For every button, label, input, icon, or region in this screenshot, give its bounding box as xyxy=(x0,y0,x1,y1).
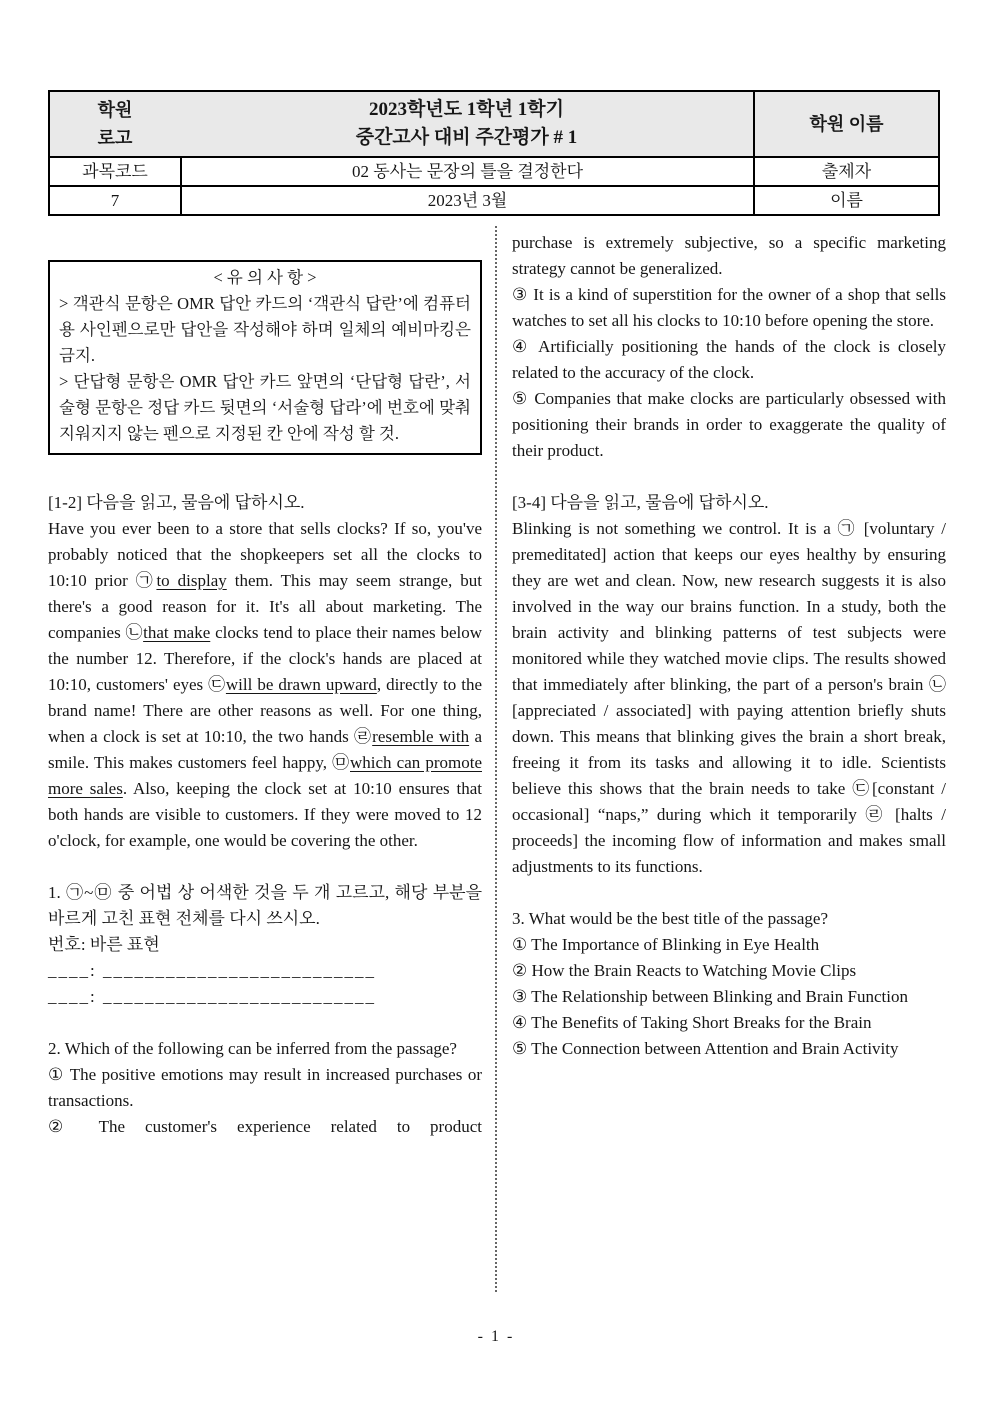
passage-2: Blinking is not something we control. It is a ㉠ [voluntary / premeditated] action that keeps our eyes healthy by ensuring they are wet and clean. Now, new research suggests it is also involved in the way our brains function. In a study, both the brain activity and blinking patterns of test subjects were monitored while they watched movie clips. The results showed that immediately after blinking, the part of a person's brain ㉡ [appreciated / associated] with paying attention briefly shuts down. This means that blinking gives the brain a short break, freeing it from its tasks and allowing it to idle. Scientists believe this shows that the brain needs to take ㉢[constant / occasional] “naps,” during which it temporarily ㉣ [halts / proceeds] the incoming flow of information and makes small adjustments to its functions. xyxy=(512,519,946,876)
exam-title-line1: 2023학년도 1학년 1학기 xyxy=(369,99,564,120)
question-1-answer-blank-1: ____: __________________________ xyxy=(48,961,376,980)
question-2-option-1: ① The positive emotions may result in increased purchases or transactions. xyxy=(48,1065,482,1110)
academy-logo-line2: 로고 xyxy=(97,128,133,148)
subject-code-value: 7 xyxy=(110,190,120,210)
underlined-segment: that make xyxy=(143,623,211,642)
academy-logo-line1: 학원 xyxy=(97,100,133,120)
text-segment: Have you ever been to a store that sells clocks? If so, you've probably noticed that the shopkeepers set all the clocks to 10:10 prior ㉠ xyxy=(48,519,482,590)
name-label-cell xyxy=(753,185,938,214)
spacer xyxy=(48,854,482,880)
question-3-option-4: ④ The Benefits of Taking Short Breaks for the Brain xyxy=(512,1013,872,1032)
academy-name-cell xyxy=(753,92,938,156)
question-2-prompt: 2. Which of the following can be inferred from the passage? xyxy=(48,1039,457,1058)
notice-box xyxy=(48,260,482,455)
text-segment: clocks tend to place their names below the number 12. Therefore, if the clock's hands are placed at 10:10, customers' eyes ㉢ xyxy=(48,623,482,694)
spacer xyxy=(512,880,946,906)
column-divider xyxy=(495,226,497,1292)
notice-title: < 유 의 사 항 > xyxy=(213,268,317,287)
passage-1 xyxy=(48,516,482,854)
section-header-1-2: [1-2] 다음을 읽고, 물음에 답하시오. xyxy=(48,493,305,512)
question-2-option-2: ② The customer's experience related to product xyxy=(48,1117,482,1136)
question-3-option-2: ② How the Brain Reacts to Watching Movie Clips xyxy=(512,961,857,980)
subject-code-label: 과목코드 xyxy=(82,161,148,181)
academy-logo-cell xyxy=(50,92,180,156)
underlined-segment: will be drawn upward xyxy=(225,675,377,694)
question-2-option-2-continuation: purchase is extremely subjective, so a specific marketing strategy cannot be generalized. xyxy=(512,233,946,278)
question-3-prompt: 3. What would be the best title of the passage? xyxy=(512,909,828,928)
examiner-label-cell xyxy=(753,156,938,185)
question-3-option-1: ① The Importance of Blinking in Eye Health xyxy=(512,935,820,954)
question-1-answer-header: 번호: 바른 표현 xyxy=(48,935,160,954)
underlined-segment: to display xyxy=(156,571,227,590)
question-1-answer-blank-2: ____: __________________________ xyxy=(48,987,376,1006)
spacer xyxy=(512,464,946,490)
text-segment: them. This may seem strange, but there's a good reason for it. It's all about marketing. The companies ㉡ xyxy=(48,571,482,642)
question-2-option-3: ③ It is a kind of superstition for the owner of a shop that sells watches to set all his clocks to 10:10 before opening the store. xyxy=(512,285,946,330)
underlined-segment: resemble with xyxy=(372,727,470,746)
left-column xyxy=(48,490,482,1140)
text-segment: a smile. This makes customers feel happy, ㉤ xyxy=(48,727,483,772)
question-2-option-4: ④ Artificially positioning the hands of the clock is closely related to the accuracy of the clock. xyxy=(512,337,946,382)
notice-line-1: > 객관식 문항은 OMR 답안 카드의 ‘객관식 답란’에 컴퓨터용 사인펜으로만 답안을 작성해야 하며 일체의 예비마킹은 금지. xyxy=(59,294,471,365)
underlined-segment: which can promote more sales xyxy=(48,753,482,798)
exam-date: 2023년 3월 xyxy=(427,190,508,210)
unit-title: 02 동사는 문장의 틀을 결정한다 xyxy=(351,161,584,181)
header-table xyxy=(48,90,940,216)
question-1-prompt: 1. ㉠~㉤ 중 어법 상 어색한 것을 두 개 고르고, 해당 부분을 바르게 고친 표현 전체를 다시 쓰시오. xyxy=(48,883,482,928)
academy-name-label: 학원 이름 xyxy=(809,114,884,134)
subject-code-label-cell xyxy=(50,156,180,185)
name-label: 이름 xyxy=(830,190,863,210)
unit-title-cell xyxy=(180,156,753,185)
notice-line-2: > 단답형 문항은 OMR 답안 카드 앞면의 ‘단답형 답란’, 서술형 문항은 정답 카드 뒷면의 ‘서술형 답라’에 번호에 맞춰 지워지지 않는 펜으로 지정된 칸 안에 작성 할 것. xyxy=(59,372,471,443)
question-3-option-3: ③ The Relationship between Blinking and Brain Function xyxy=(512,987,908,1006)
text-segment: , directly to the brand name! There are other reasons as well. For one thing, when a clock is set at 10:10, the two hands ㉣ xyxy=(48,675,482,746)
subject-code-value-cell xyxy=(50,185,180,214)
examiner-label: 출제자 xyxy=(821,161,872,181)
page-number: - 1 - xyxy=(477,1328,515,1345)
section-header-3-4: [3-4] 다음을 읽고, 물음에 답하시오. xyxy=(512,493,769,512)
question-3-option-5: ⑤ The Connection between Attention and Brain Activity xyxy=(512,1039,899,1058)
spacer xyxy=(48,1010,482,1036)
exam-date-cell xyxy=(180,185,753,214)
exam-title-cell xyxy=(180,92,753,156)
text-segment: . Also, keeping the clock set at 10:10 ensures that both hands are visible to customers. If they were moved to 12 o'clock, for example, one would be covering the other. xyxy=(48,779,482,850)
exam-title-line2: 중간고사 대비 주간평가 # 1 xyxy=(355,127,578,148)
question-2-option-5: ⑤ Companies that make clocks are particularly obsessed with positioning their brands in order to exaggerate the quality of their product. xyxy=(512,389,946,460)
right-column xyxy=(512,230,946,1062)
